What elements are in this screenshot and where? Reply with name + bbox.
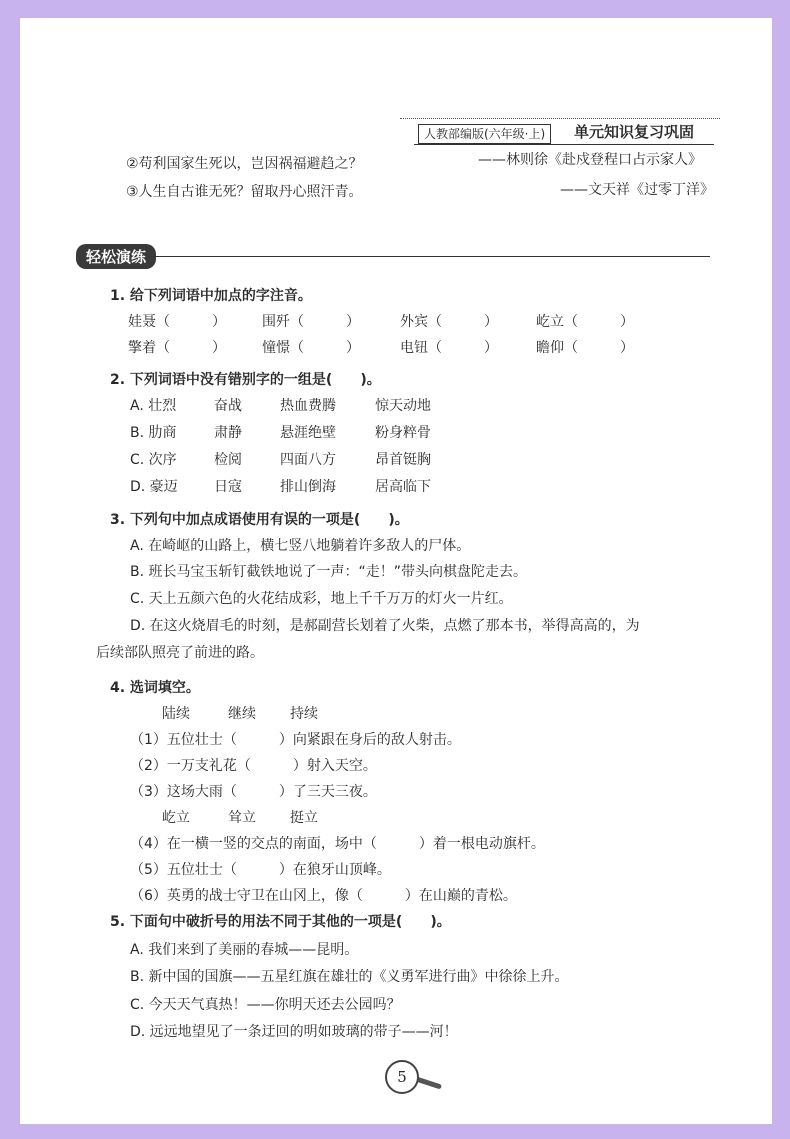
q3-option: C. 天上五颜六色的火花结成彩，地上千千万万的灯火一片红。 [130,591,513,607]
q4-item: （2）一万支礼花（ ）射入天空。 [130,758,377,774]
q2-option-word: 四面八方 [280,452,336,468]
q5-option: C. 今天天气真热！——你明天还去公园吗？ [130,997,401,1013]
header-unit-title: 单元知识复习巩固 [574,123,695,141]
q1-item: 瞻仰（ ） [536,340,634,356]
q2-option-word: 奋战 [214,398,242,414]
q5-title: 5. 下面句中破折号的用法不同于其他的一项是( )。 [110,914,451,930]
q4-item: （1）五位壮士（ ）向紧跟在身后的敌人射击。 [130,732,461,748]
quote-2-source: ——林则徐《赴戍登程口占示家人》 [478,152,702,168]
q3-title: 3. 下列句中加点成语使用有误的一项是( )。 [110,512,409,528]
q1-item: 憧憬（ ） [262,340,360,356]
q4-word: 持续 [290,706,318,722]
q4-item: （6）英勇的战士守卫在山冈上，像（ ）在山巅的青松。 [130,888,517,904]
q5-option: A. 我们来到了美丽的春城——昆明。 [130,942,359,958]
q3-option: B. 班长马宝玉斩钉截铁地说了一声：“走！”带头向棋盘陀走去。 [130,564,528,580]
q3-option: A. 在崎岖的山路上，横七竖八地躺着许多敌人的尸体。 [130,538,471,554]
q2-option-word: 昂首铤胸 [375,452,431,468]
q4-title: 4. 选词填空。 [110,680,200,696]
bleed-through-text [430,230,434,245]
q4-word: 耸立 [228,810,256,826]
q2-option-word: 热血费腾 [280,398,336,414]
q2-option-word: 粉身粹骨 [375,425,431,441]
q2-option-word: 日寇 [214,479,242,495]
q2-option-word: B. 肋商 [130,425,177,441]
header-edition: 人教部编版(六年级·上) [418,124,551,144]
quote-3-text: ③人生自古谁无死？留取丹心照汗青。 [126,184,363,200]
q1-item: 外宾（ ） [400,314,498,330]
page-number: 5 [385,1060,419,1094]
q4-item: （4）在一横一竖的交点的南面，场中（ ）着一根电动旗杆。 [130,836,545,852]
q2-option-word: C. 次序 [130,452,177,468]
section-rule [150,256,710,257]
q3-option-continued: 后续部队照亮了前进的路。 [96,645,264,661]
q2-option-word: 排山倒海 [280,479,336,495]
quote-2-text: ②苟利国家生死以，岂因祸福避趋之？ [126,156,363,172]
q1-item: 屹立（ ） [536,314,634,330]
quote-3-source: ——文天祥《过零丁洋》 [560,182,714,198]
q4-word: 继续 [228,706,256,722]
q1-item: 擎着（ ） [128,340,226,356]
q4-word: 屹立 [162,810,190,826]
q1-item: 电钮（ ） [400,340,498,356]
q4-word: 陆续 [162,706,190,722]
section-title: 轻松演练 [76,244,156,269]
q2-option-word: D. 豪迈 [130,479,178,495]
q2-option-word: 肃静 [214,425,242,441]
q3-option: D. 在这火烧眉毛的时刻，是郝副营长划着了火柴，点燃了那本书，举得高高的，为 [130,618,640,634]
q1-item: 娃聂（ ） [128,314,226,330]
q2-option-word: A. 壮烈 [130,398,177,414]
q4-item: （5）五位壮士（ ）在狼牙山顶峰。 [130,862,391,878]
q4-word: 挺立 [290,810,318,826]
q5-option: D. 远远地望见了一条迂回的明如玻璃的带子——河！ [130,1024,458,1040]
q2-title: 2. 下列词语中没有错别字的一组是( )。 [110,372,381,388]
q4-item: （3）这场大雨（ ）了三天三夜。 [130,784,377,800]
q2-option-word: 检阅 [214,452,242,468]
q2-option-word: 惊天动地 [375,398,431,414]
q5-option: B. 新中国的国旗——五星红旗在雄壮的《义勇军进行曲》中徐徐上升。 [130,969,569,985]
header-rule [414,144,714,145]
q1-item: 围歼（ ） [262,314,360,330]
q2-option-word: 居高临下 [375,479,431,495]
q2-option-word: 悬涯绝壁 [280,425,336,441]
q1-title: 1. 给下列词语中加点的字注音。 [110,288,312,304]
header-dotted-line [400,118,720,119]
